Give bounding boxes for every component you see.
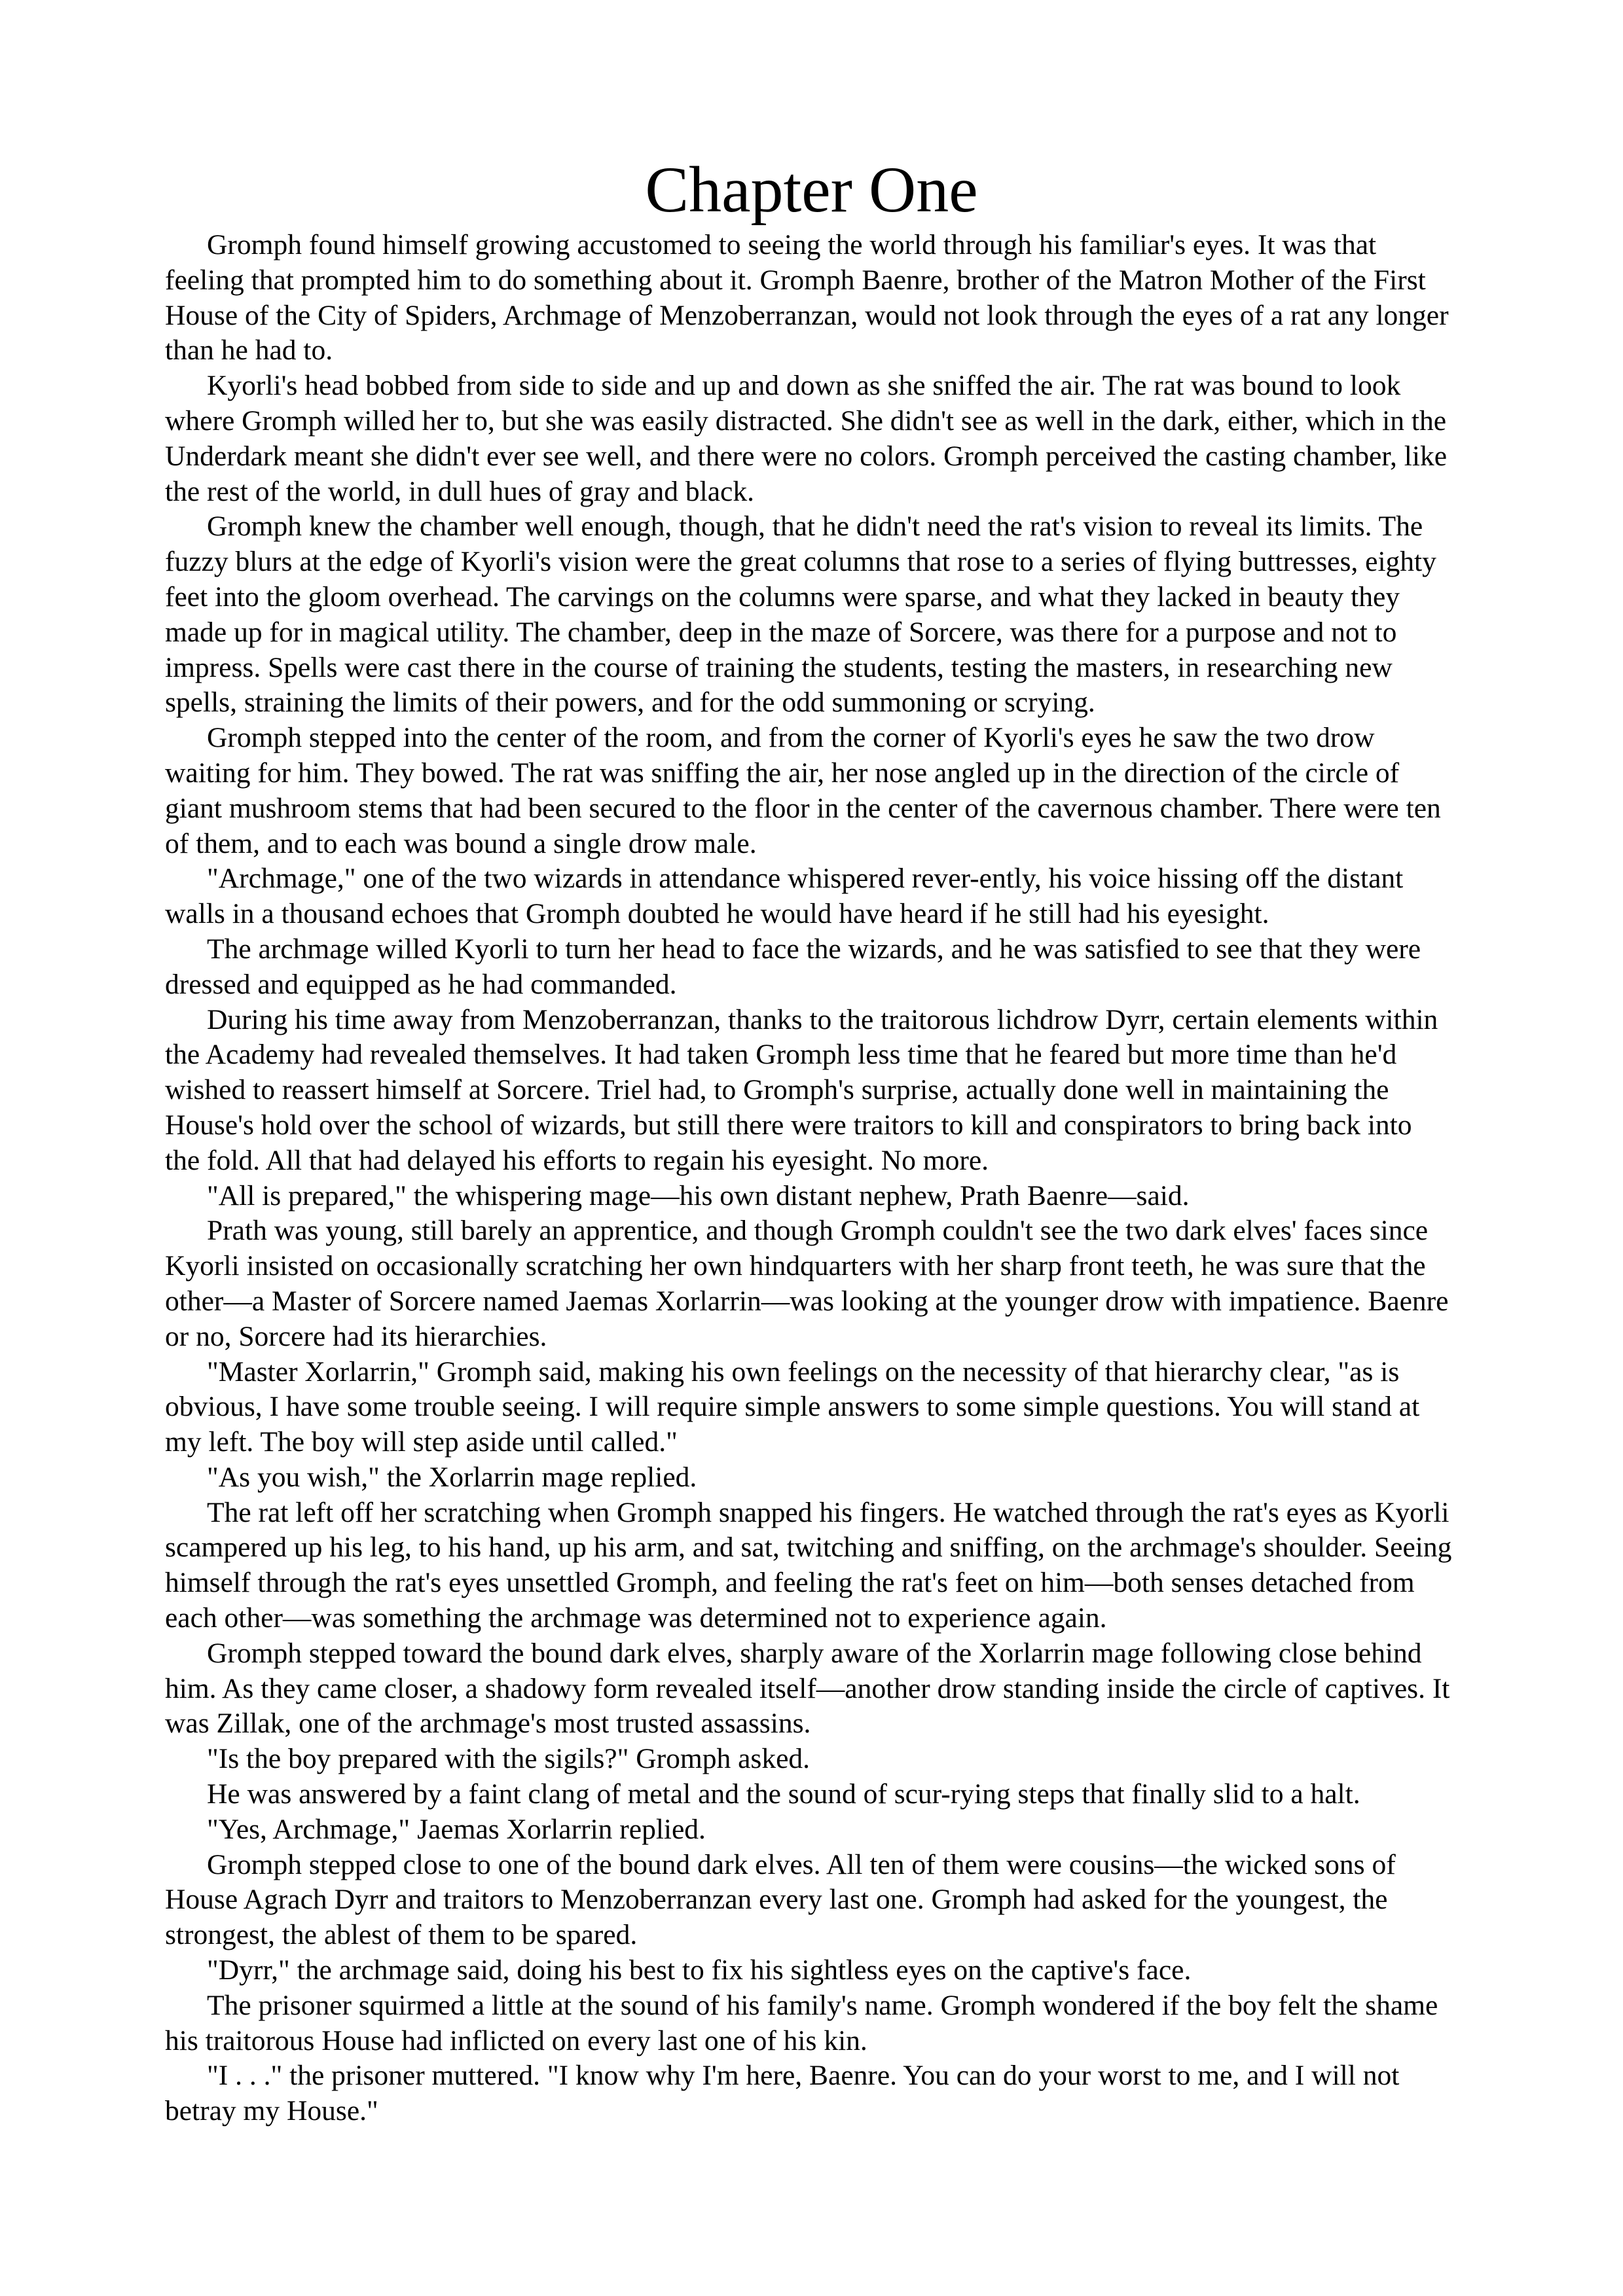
paragraph: "Master Xorlarrin," Gromph said, making his own feelings on the necessity of that hierarchy clear, "as is obvious, I have some trouble seeing. I will require simple answers to some simple questions. You will stand at my left. The boy will step aside until called." xyxy=(165,1355,1420,1458)
paragraph: He was answered by a faint clang of metal and the sound of scur-rying steps that finally slid to a halt. xyxy=(207,1778,1360,1810)
paragraph: "I . . ." the prisoner muttered. "I know why I'm here, Baenre. You can do your worst to me, and I will not betray my House." xyxy=(165,2060,1400,2127)
chapter-title: Chapter One xyxy=(645,153,978,226)
paragraph: Gromph knew the chamber well enough, though, that he didn't need the rat's vision to reveal its limits. The fuzzy blurs at the edge of Kyorli's vision were the great columns that rose to a series of flying buttresses, eighty feet into the gloom overhead. The carvings on the columns were sparse, and what they lacked in beauty they made up for in magical utility. The chamber, deep in the maze of Sorcere, was there for a purpose and not to impress. Spells were cast there in the course of training the students, testing the masters, in researching new spells, straining the limits of their powers, and for the odd summoning or scrying. xyxy=(165,511,1436,719)
paragraph: The rat left off her scratching when Gromph snapped his fingers. He watched through the rat's eyes as Kyorli scampered up his leg, to his hand, up his arm, and sat, twitching and sniffing, on the archmage's shoulder. Seeing himself through the rat's eyes unsettled Gromph, and feeling the rat's feet on him—both senses detached from each other—was something the archmage was determined not to experience again. xyxy=(165,1496,1452,1634)
paragraph: "As you wish," the Xorlarrin mage replied. xyxy=(207,1461,697,1493)
chapter-body xyxy=(165,228,1452,2129)
paragraph: Prath was young, still barely an apprentice, and though Gromph couldn't see the two dark elves' faces since Kyorli insisted on occasionally scratching her own hindquarters with her sharp front teeth, he was sure that the other—a Master of Sorcere named Jaemas Xorlarrin—was looking at the younger drow with impatience. Baenre or no, Sorcere had its hierarchies. xyxy=(165,1215,1449,1352)
paragraph: Gromph stepped close to one of the bound dark elves. All ten of them were cousins—the wicked sons of House Agrach Dyrr and traitors to Menzoberranzan every last one. Gromph had asked for the youngest, the strongest, the ablest of them to be spared. xyxy=(165,1848,1396,1951)
paragraph: "Archmage," one of the two wizards in attendance whispered rever-ently, his voice hissing off the distant walls in a thousand echoes that Gromph doubted he would have heard if he still had his eyesight. xyxy=(165,863,1404,930)
paragraph: Gromph stepped into the center of the room, and from the corner of Kyorli's eyes he saw the two drow waiting for him. They bowed. The rat was sniffing the air, her nose angled up in the direction of the circle of giant mushroom stems that had been secured to the floor in the center of the cavernous chamber. There were ten of them, and to each was bound a single drow male. xyxy=(165,722,1441,859)
paragraph: The prisoner squirmed a little at the sound of his family's name. Gromph wondered if the boy felt the shame his traitorous House had inflicted on every last one of his kin. xyxy=(165,1989,1438,2056)
paragraph: "Yes, Archmage," Jaemas Xorlarrin replied. xyxy=(207,1813,706,1845)
paragraph: The archmage willed Kyorli to turn her head to face the wizards, and he was satisfied to see that they were dressed and equipped as he had commanded. xyxy=(165,933,1421,1000)
paragraph: "Dyrr," the archmage said, doing his best to fix his sightless eyes on the captive's face. xyxy=(207,1954,1192,1986)
paragraph: "All is prepared," the whispering mage—his own distant nephew, Prath Baenre—said. xyxy=(207,1179,1190,1211)
paragraph: Gromph stepped toward the bound dark elves, sharply aware of the Xorlarrin mage following close behind him. As they came closer, a shadowy form revealed itself—another drow standing inside the circle of captives. It was Zillak, one of the archmage's most trusted assassins. xyxy=(165,1637,1450,1740)
paragraph: Gromph found himself growing accustomed to seeing the world through his familiar's eyes. It was that feeling that prompted him to do something about it. Gromph Baenre, brother of the Matron Mother of the First House of the City of Spiders, Archmage of Menzoberranzan, would not look through the eyes of a rat any longer than he had to. xyxy=(165,229,1449,367)
paragraph: Kyorli's head bobbed from side to side and up and down as she sniffed the air. The rat was bound to look where Gromph willed her to, but she was easily distracted. She didn't see as well in the dark, either, which in the Underdark meant she didn't ever see well, and there were no colors. Gromph perceived the casting chamber, like the rest of the world, in dull hues of gray and black. xyxy=(165,370,1448,507)
paragraph: "Is the boy prepared with the sigils?" Gromph asked. xyxy=(207,1743,811,1775)
paragraph: During his time away from Menzoberranzan, thanks to the traitorous lichdrow Dyrr, certain elements within the Academy had revealed themselves. It had taken Gromph less time that he feared but more time than he'd wished to reassert himself at Sorcere. Triel had, to Gromph's surprise, actually done well in maintaining the House's hold over the school of wizards, but still there were traitors to kill and conspirators to bring back into the fold. All that had delayed his efforts to regain his eyesight. No more. xyxy=(165,1003,1438,1176)
